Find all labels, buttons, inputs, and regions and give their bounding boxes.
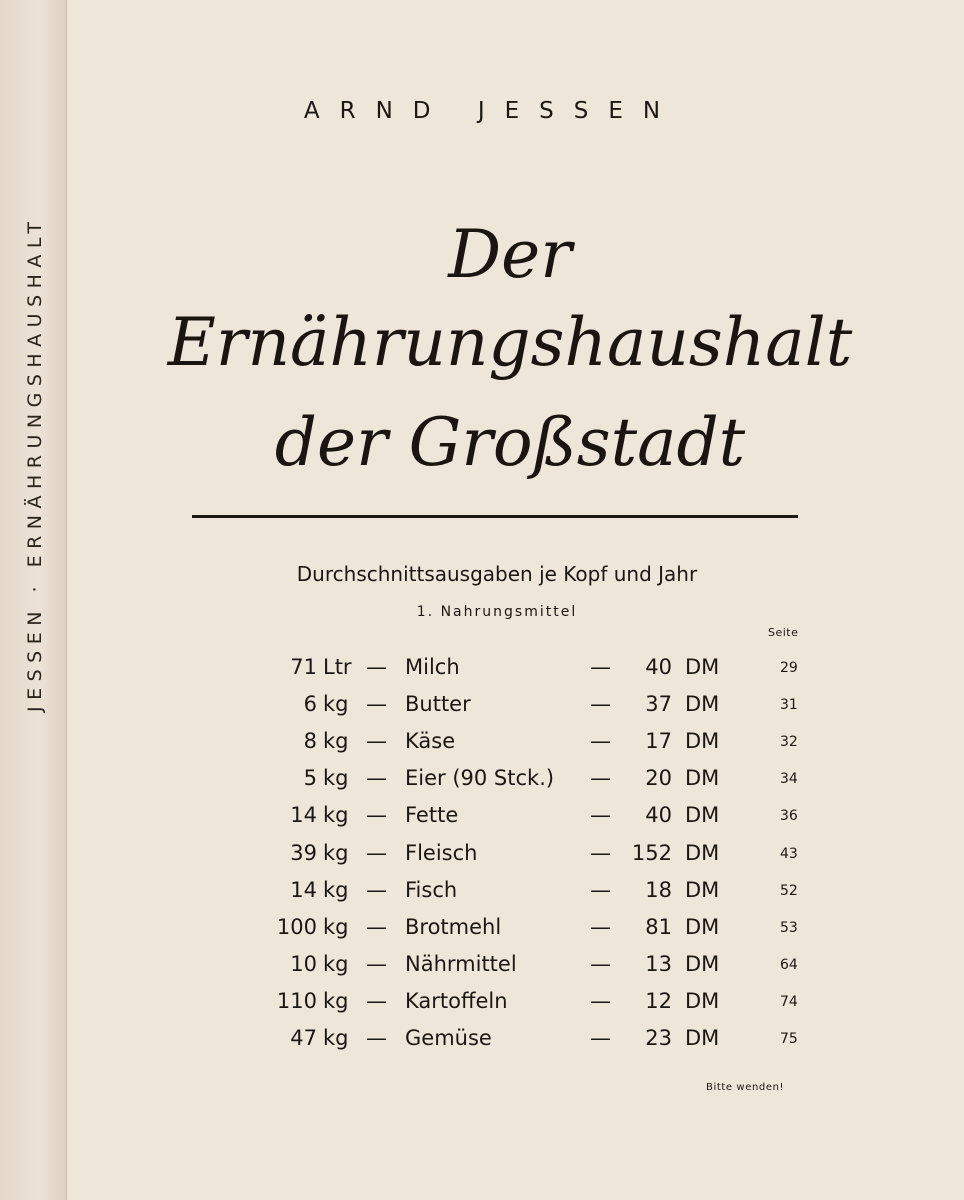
item-quantity: 6 (303, 692, 317, 717)
dash-separator: — (590, 988, 611, 1013)
table-row (0, 655, 964, 685)
dash-separator: — (366, 729, 387, 754)
title-divider (192, 515, 798, 518)
dash-separator: — (590, 655, 611, 679)
table-row (0, 878, 964, 908)
item-amount: 152 (631, 840, 672, 865)
item-name: Fette (405, 803, 459, 828)
table-subtitle: Durchschnittsausgaben je Kopf und Jahr (296, 562, 698, 586)
item-page-number: 64 (780, 956, 798, 973)
page-column-header: Seite (768, 626, 799, 639)
item-currency: DM (685, 766, 720, 791)
item-currency: DM (685, 988, 720, 1013)
item-currency: DM (685, 951, 720, 976)
item-currency: DM (685, 729, 720, 754)
item-page-number: 74 (780, 993, 798, 1010)
item-currency: DM (685, 692, 720, 717)
table-row (0, 803, 964, 833)
table-row (0, 1026, 964, 1056)
item-page-number: 75 (780, 1031, 798, 1047)
author-name: ARND JESSEN (303, 98, 681, 124)
item-name: Gemüse (405, 1026, 492, 1050)
item-unit: kg (323, 877, 349, 902)
footer-note: Bitte wenden! (706, 1082, 785, 1093)
table-row (0, 729, 964, 759)
item-page-number: 43 (780, 845, 798, 862)
item-name: Fisch (405, 877, 458, 902)
item-quantity: 8 (303, 729, 317, 754)
table-row (0, 915, 964, 945)
item-quantity: 110 (276, 988, 317, 1013)
item-unit: kg (323, 803, 349, 828)
item-unit: kg (323, 951, 349, 976)
dash-separator: — (590, 914, 611, 939)
item-quantity: 71 (290, 655, 317, 679)
item-currency: DM (685, 1026, 720, 1050)
book-spine (0, 0, 67, 1200)
item-quantity: 5 (303, 766, 317, 791)
item-page-number: 36 (780, 808, 798, 825)
item-amount: 17 (645, 729, 672, 754)
item-amount: 37 (645, 692, 672, 717)
dash-separator: — (590, 692, 611, 717)
item-quantity: 14 (290, 877, 317, 902)
item-quantity: 100 (276, 914, 317, 939)
dash-separator: — (366, 655, 387, 679)
item-quantity: 47 (290, 1026, 317, 1050)
table-row (0, 692, 964, 722)
item-unit: kg (323, 914, 349, 939)
table-row (0, 841, 964, 871)
table-row (0, 766, 964, 796)
dash-separator: — (366, 877, 387, 902)
item-name: Eier (90 Stck.) (405, 766, 555, 791)
item-amount: 12 (645, 988, 672, 1013)
dash-separator: — (590, 803, 611, 828)
dash-separator: — (590, 1026, 611, 1050)
item-page-number: 29 (780, 660, 798, 676)
section-heading: 1. Nahrungsmittel (416, 604, 578, 620)
item-unit: kg (323, 766, 349, 791)
item-page-number: 31 (780, 697, 798, 714)
item-quantity: 10 (290, 951, 317, 976)
item-name: Brotmehl (405, 914, 502, 939)
table-row (0, 952, 964, 982)
title-line-3: der Großstadt (274, 404, 746, 481)
item-page-number: 32 (780, 734, 798, 751)
item-currency: DM (685, 803, 720, 828)
dash-separator: — (366, 951, 387, 976)
item-name: Butter (405, 692, 471, 717)
item-page-number: 52 (780, 882, 798, 899)
dash-separator: — (366, 988, 387, 1013)
item-amount: 13 (645, 951, 672, 976)
dash-separator: — (590, 877, 611, 902)
dash-separator: — (366, 766, 387, 791)
item-name: Nährmittel (405, 951, 517, 976)
dash-separator: — (366, 803, 387, 828)
item-currency: DM (685, 877, 720, 902)
item-quantity: 39 (290, 840, 317, 865)
item-unit: kg (323, 729, 349, 754)
dash-separator: — (366, 840, 387, 865)
dash-separator: — (590, 766, 611, 791)
item-currency: DM (685, 655, 720, 679)
item-unit: kg (323, 1026, 349, 1050)
title-line-1: Der (448, 216, 572, 293)
dash-separator: — (366, 1026, 387, 1050)
title-line-2: Ernährungshaushalt (167, 304, 853, 381)
item-amount: 40 (645, 655, 672, 679)
table-row (0, 989, 964, 1019)
item-amount: 40 (645, 803, 672, 828)
item-name: Milch (405, 655, 460, 679)
item-name: Kartoffeln (405, 988, 508, 1013)
item-name: Käse (405, 729, 456, 754)
item-unit: kg (323, 988, 349, 1013)
dash-separator: — (590, 840, 611, 865)
spine-title: JESSEN · ERNÄHRUNGSHAUSHALT (24, 215, 46, 712)
item-unit: Ltr (323, 655, 352, 679)
item-amount: 20 (645, 766, 672, 791)
item-currency: DM (685, 914, 720, 939)
item-page-number: 34 (780, 771, 798, 788)
dash-separator: — (590, 951, 611, 976)
item-amount: 81 (645, 914, 672, 939)
item-amount: 18 (645, 877, 672, 902)
dash-separator: — (590, 729, 611, 754)
item-currency: DM (685, 840, 720, 865)
dash-separator: — (366, 914, 387, 939)
item-name: Fleisch (405, 840, 478, 865)
item-amount: 23 (645, 1026, 672, 1050)
dash-separator: — (366, 692, 387, 717)
item-quantity: 14 (290, 803, 317, 828)
item-unit: kg (323, 840, 349, 865)
item-unit: kg (323, 692, 349, 717)
item-page-number: 53 (780, 919, 798, 936)
